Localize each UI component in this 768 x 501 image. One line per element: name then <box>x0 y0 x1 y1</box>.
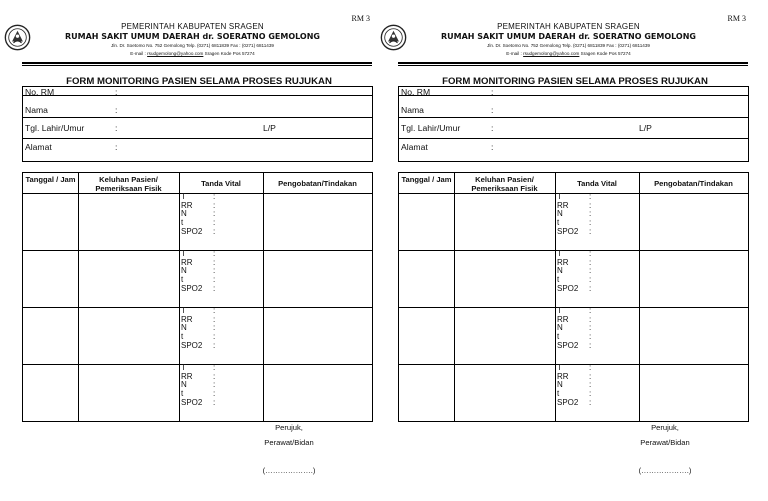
field-colon: : <box>115 105 118 115</box>
field-divider <box>399 95 748 96</box>
rm-code: RM 3 <box>351 14 370 23</box>
vital-sign-row <box>181 228 261 237</box>
patient-identity-box <box>398 86 749 162</box>
email-link[interactable]: rsudgemolong@yahoo.com <box>147 51 204 56</box>
field-nama[interactable] <box>23 103 372 121</box>
vital-sign-row <box>181 364 261 373</box>
regency-seal-icon <box>4 24 31 51</box>
vital-sign-row <box>181 324 261 333</box>
vital-sign-row <box>557 285 637 294</box>
vital-sign-label: N <box>181 380 187 390</box>
field-label: Tgl. Lahir/Umur <box>401 123 461 133</box>
vital-sign-row <box>181 259 261 268</box>
vital-sign-label: N <box>181 209 187 219</box>
monitoring-table <box>22 172 373 422</box>
vital-signs-cell[interactable] <box>557 307 637 350</box>
referral-monitoring-form <box>376 0 752 501</box>
vital-sign-row <box>557 316 637 325</box>
vital-sign-row <box>557 210 637 219</box>
column-divider <box>179 173 180 421</box>
nurse-midwife-label: Perawat/Bidan <box>640 438 690 447</box>
header-divider <box>22 65 372 66</box>
regency-seal-icon <box>380 24 407 51</box>
field-colon: : <box>491 105 494 115</box>
vital-sign-row <box>181 316 261 325</box>
vital-sign-colon: : <box>213 218 216 228</box>
vital-sign-label: t <box>181 389 184 399</box>
vital-sign-label: RR <box>557 257 569 267</box>
vital-sign-colon: : <box>213 363 216 372</box>
vital-sign-label: N <box>181 266 187 276</box>
vital-sign-colon: : <box>589 192 592 201</box>
field-no-rm[interactable] <box>399 85 748 103</box>
vital-sign-label: t <box>557 389 560 399</box>
vital-sign-row <box>181 193 261 202</box>
vital-sign-label: SPO2 <box>181 397 203 407</box>
vital-sign-label: t <box>181 275 184 285</box>
postal-code: Sragen Kode Pos 57274 <box>204 51 255 56</box>
column-divider <box>639 173 640 421</box>
vital-sign-label: N <box>557 380 563 390</box>
vital-sign-colon: : <box>589 340 592 350</box>
header-keluhan: Keluhan Pasien/ Pemeriksaan Fisik <box>95 175 162 193</box>
field-label: Alamat <box>25 142 52 152</box>
hospital-address: Jln. Dr. Soetomo No. 752 Gemolong Telp. (0271) 6811839 Fax : (0271) 6811439 <box>111 43 274 48</box>
header-divider <box>398 62 748 64</box>
vital-sign-row <box>557 324 637 333</box>
column-divider <box>555 173 556 421</box>
vital-signs-cell[interactable] <box>181 307 261 350</box>
postal-code: Sragen Kode Pos 57274 <box>580 51 631 56</box>
header-pengobatan: Pengobatan/Tindakan <box>278 179 357 188</box>
vital-sign-label: RR <box>557 314 569 324</box>
vital-sign-row <box>557 228 637 237</box>
vital-sign-row <box>181 210 261 219</box>
field-label: Nama <box>401 105 424 115</box>
vital-sign-colon: : <box>213 397 216 407</box>
field-divider <box>399 138 748 139</box>
vital-sign-label: RR <box>181 371 193 381</box>
vital-sign-label: T <box>557 306 562 315</box>
vital-sign-label: N <box>181 323 187 333</box>
vital-sign-colon: : <box>589 323 592 333</box>
vital-sign-colon: : <box>213 209 216 219</box>
signature-blank[interactable]: (……………….) <box>262 466 316 475</box>
field-divider <box>23 117 372 118</box>
vital-sign-colon: : <box>589 249 592 258</box>
vital-signs-cell[interactable] <box>557 364 637 407</box>
vital-signs-cell[interactable] <box>181 193 261 236</box>
field-colon: : <box>115 142 118 152</box>
vital-sign-label: T <box>181 363 186 372</box>
vital-sign-label: T <box>181 306 186 315</box>
vital-sign-colon: : <box>213 314 216 324</box>
referrer-label: Perujuk, <box>651 423 679 432</box>
field-colon: : <box>491 123 494 133</box>
vital-sign-colon: : <box>589 371 592 381</box>
vital-sign-colon: : <box>213 340 216 350</box>
vital-sign-row <box>181 342 261 351</box>
vital-sign-row <box>181 267 261 276</box>
column-divider <box>454 173 455 421</box>
vital-sign-colon: : <box>589 275 592 285</box>
nurse-midwife-label: Perawat/Bidan <box>264 438 314 447</box>
vital-sign-row <box>557 373 637 382</box>
vital-sign-row <box>557 193 637 202</box>
vital-sign-row <box>181 373 261 382</box>
field-colon: : <box>115 87 118 97</box>
hospital-address: Jln. Dr. Soetomo No. 752 Gemolong Telp. (0271) 6811839 Fax : (0271) 6811439 <box>487 43 650 48</box>
referrer-label: Perujuk, <box>275 423 303 432</box>
vital-sign-colon: : <box>589 200 592 210</box>
vital-signs-cell[interactable] <box>181 250 261 293</box>
vital-sign-row <box>557 202 637 211</box>
vital-sign-colon: : <box>213 380 216 390</box>
vital-sign-colon: : <box>213 323 216 333</box>
field-label: Nama <box>25 105 48 115</box>
vital-sign-colon: : <box>213 200 216 210</box>
vital-sign-row <box>557 259 637 268</box>
vital-sign-row <box>181 307 261 316</box>
vital-sign-row <box>181 202 261 211</box>
signature-blank[interactable]: (……………….) <box>638 466 692 475</box>
vital-sign-label: RR <box>181 200 193 210</box>
government-name: PEMERINTAH KABUPATEN SRAGEN <box>497 22 640 31</box>
hospital-email-line <box>40 51 345 56</box>
vital-sign-colon: : <box>589 306 592 315</box>
email-link[interactable]: rsudgemolong@yahoo.com <box>523 51 580 56</box>
vital-sign-label: t <box>557 332 560 342</box>
vital-sign-colon: : <box>213 226 216 236</box>
vital-sign-row <box>181 399 261 408</box>
vital-sign-colon: : <box>213 275 216 285</box>
vital-sign-colon: : <box>213 192 216 201</box>
field-divider <box>23 138 372 139</box>
vital-sign-label: T <box>557 192 562 201</box>
vital-sign-colon: : <box>589 209 592 219</box>
vital-sign-label: T <box>181 249 186 258</box>
vital-sign-colon: : <box>213 389 216 399</box>
vital-sign-row <box>557 267 637 276</box>
vital-signs-cell[interactable] <box>557 250 637 293</box>
header-pengobatan: Pengobatan/Tindakan <box>654 179 733 188</box>
vital-sign-colon: : <box>213 371 216 381</box>
vital-sign-colon: : <box>213 266 216 276</box>
vital-sign-label: t <box>557 275 560 285</box>
vital-sign-row <box>181 285 261 294</box>
vital-sign-label: T <box>557 363 562 372</box>
field-tgl-lahir[interactable] <box>23 121 372 139</box>
vital-sign-label: RR <box>181 257 193 267</box>
vital-sign-label: T <box>557 249 562 258</box>
hospital-name: RUMAH SAKIT UMUM DAERAH dr. SOERATNO GEMOLONG <box>64 32 320 41</box>
rm-code: RM 3 <box>727 14 746 23</box>
vital-signs-cell[interactable] <box>557 193 637 236</box>
patient-identity-box <box>22 86 373 162</box>
vital-sign-colon: : <box>589 389 592 399</box>
government-name: PEMERINTAH KABUPATEN SRAGEN <box>121 22 264 31</box>
vital-sign-colon: : <box>589 257 592 267</box>
vital-sign-label: SPO2 <box>181 283 203 293</box>
header-divider <box>398 65 748 66</box>
monitoring-table <box>398 172 749 422</box>
vital-sign-label: SPO2 <box>557 226 579 236</box>
header-tanda-vital: Tanda Vital <box>577 179 617 188</box>
vital-sign-colon: : <box>589 314 592 324</box>
vital-sign-label: t <box>181 332 184 342</box>
vital-sign-colon: : <box>589 332 592 342</box>
vital-sign-colon: : <box>589 226 592 236</box>
vital-sign-label: t <box>557 218 560 228</box>
header-tanda-vital: Tanda Vital <box>201 179 241 188</box>
field-tgl-lahir[interactable] <box>399 121 748 139</box>
vital-signs-cell[interactable] <box>181 364 261 407</box>
vital-sign-label: t <box>181 218 184 228</box>
referral-monitoring-form <box>0 0 376 501</box>
vital-sign-colon: : <box>589 380 592 390</box>
vital-sign-colon: : <box>589 397 592 407</box>
field-lp: L/P <box>639 123 652 133</box>
form-title: FORM MONITORING PASIEN SELAMA PROSES RUJUKAN <box>442 76 708 87</box>
vital-sign-label: T <box>181 192 186 201</box>
hospital-name: RUMAH SAKIT UMUM DAERAH dr. SOERATNO GEMOLONG <box>440 32 696 41</box>
field-alamat[interactable] <box>23 140 372 158</box>
vital-sign-row <box>557 342 637 351</box>
email-label: E-mail : <box>506 51 522 56</box>
vital-sign-colon: : <box>213 257 216 267</box>
field-lp: L/P <box>263 123 276 133</box>
email-label: E-mail : <box>130 51 146 56</box>
field-label: Tgl. Lahir/Umur <box>25 123 85 133</box>
vital-sign-row <box>557 364 637 373</box>
column-divider <box>78 173 79 421</box>
field-colon: : <box>491 87 494 97</box>
field-label: Alamat <box>401 142 428 152</box>
vital-sign-row <box>557 399 637 408</box>
field-colon: : <box>491 142 494 152</box>
field-label: No. RM <box>25 87 55 97</box>
field-no-rm[interactable] <box>23 85 372 103</box>
vital-sign-colon: : <box>589 283 592 293</box>
vital-sign-label: RR <box>181 314 193 324</box>
vital-sign-row <box>557 250 637 259</box>
hospital-email-line <box>416 51 721 56</box>
vital-sign-row <box>557 381 637 390</box>
vital-sign-label: N <box>557 323 563 333</box>
field-alamat[interactable] <box>399 140 748 158</box>
header-tanggal-jam: Tanggal / Jam <box>401 175 452 184</box>
vital-sign-label: SPO2 <box>557 340 579 350</box>
vital-sign-colon: : <box>213 332 216 342</box>
vital-sign-label: RR <box>557 371 569 381</box>
field-divider <box>23 95 372 96</box>
vital-sign-label: N <box>557 209 563 219</box>
vital-sign-row <box>181 381 261 390</box>
vital-sign-colon: : <box>589 266 592 276</box>
field-divider <box>399 117 748 118</box>
header-tanggal-jam: Tanggal / Jam <box>25 175 76 184</box>
vital-sign-row <box>181 250 261 259</box>
form-title: FORM MONITORING PASIEN SELAMA PROSES RUJUKAN <box>66 76 332 87</box>
vital-sign-colon: : <box>213 283 216 293</box>
vital-sign-label: SPO2 <box>181 226 203 236</box>
vital-sign-label: SPO2 <box>181 340 203 350</box>
vital-sign-label: RR <box>557 200 569 210</box>
field-label: No. RM <box>401 87 431 97</box>
vital-sign-colon: : <box>213 306 216 315</box>
vital-sign-row <box>557 307 637 316</box>
vital-sign-label: N <box>557 266 563 276</box>
field-nama[interactable] <box>399 103 748 121</box>
vital-sign-colon: : <box>589 363 592 372</box>
field-colon: : <box>115 123 118 133</box>
vital-sign-colon: : <box>213 249 216 258</box>
vital-sign-label: SPO2 <box>557 397 579 407</box>
vital-sign-colon: : <box>589 218 592 228</box>
vital-sign-label: SPO2 <box>557 283 579 293</box>
header-keluhan: Keluhan Pasien/ Pemeriksaan Fisik <box>471 175 538 193</box>
header-divider <box>22 62 372 64</box>
column-divider <box>263 173 264 421</box>
